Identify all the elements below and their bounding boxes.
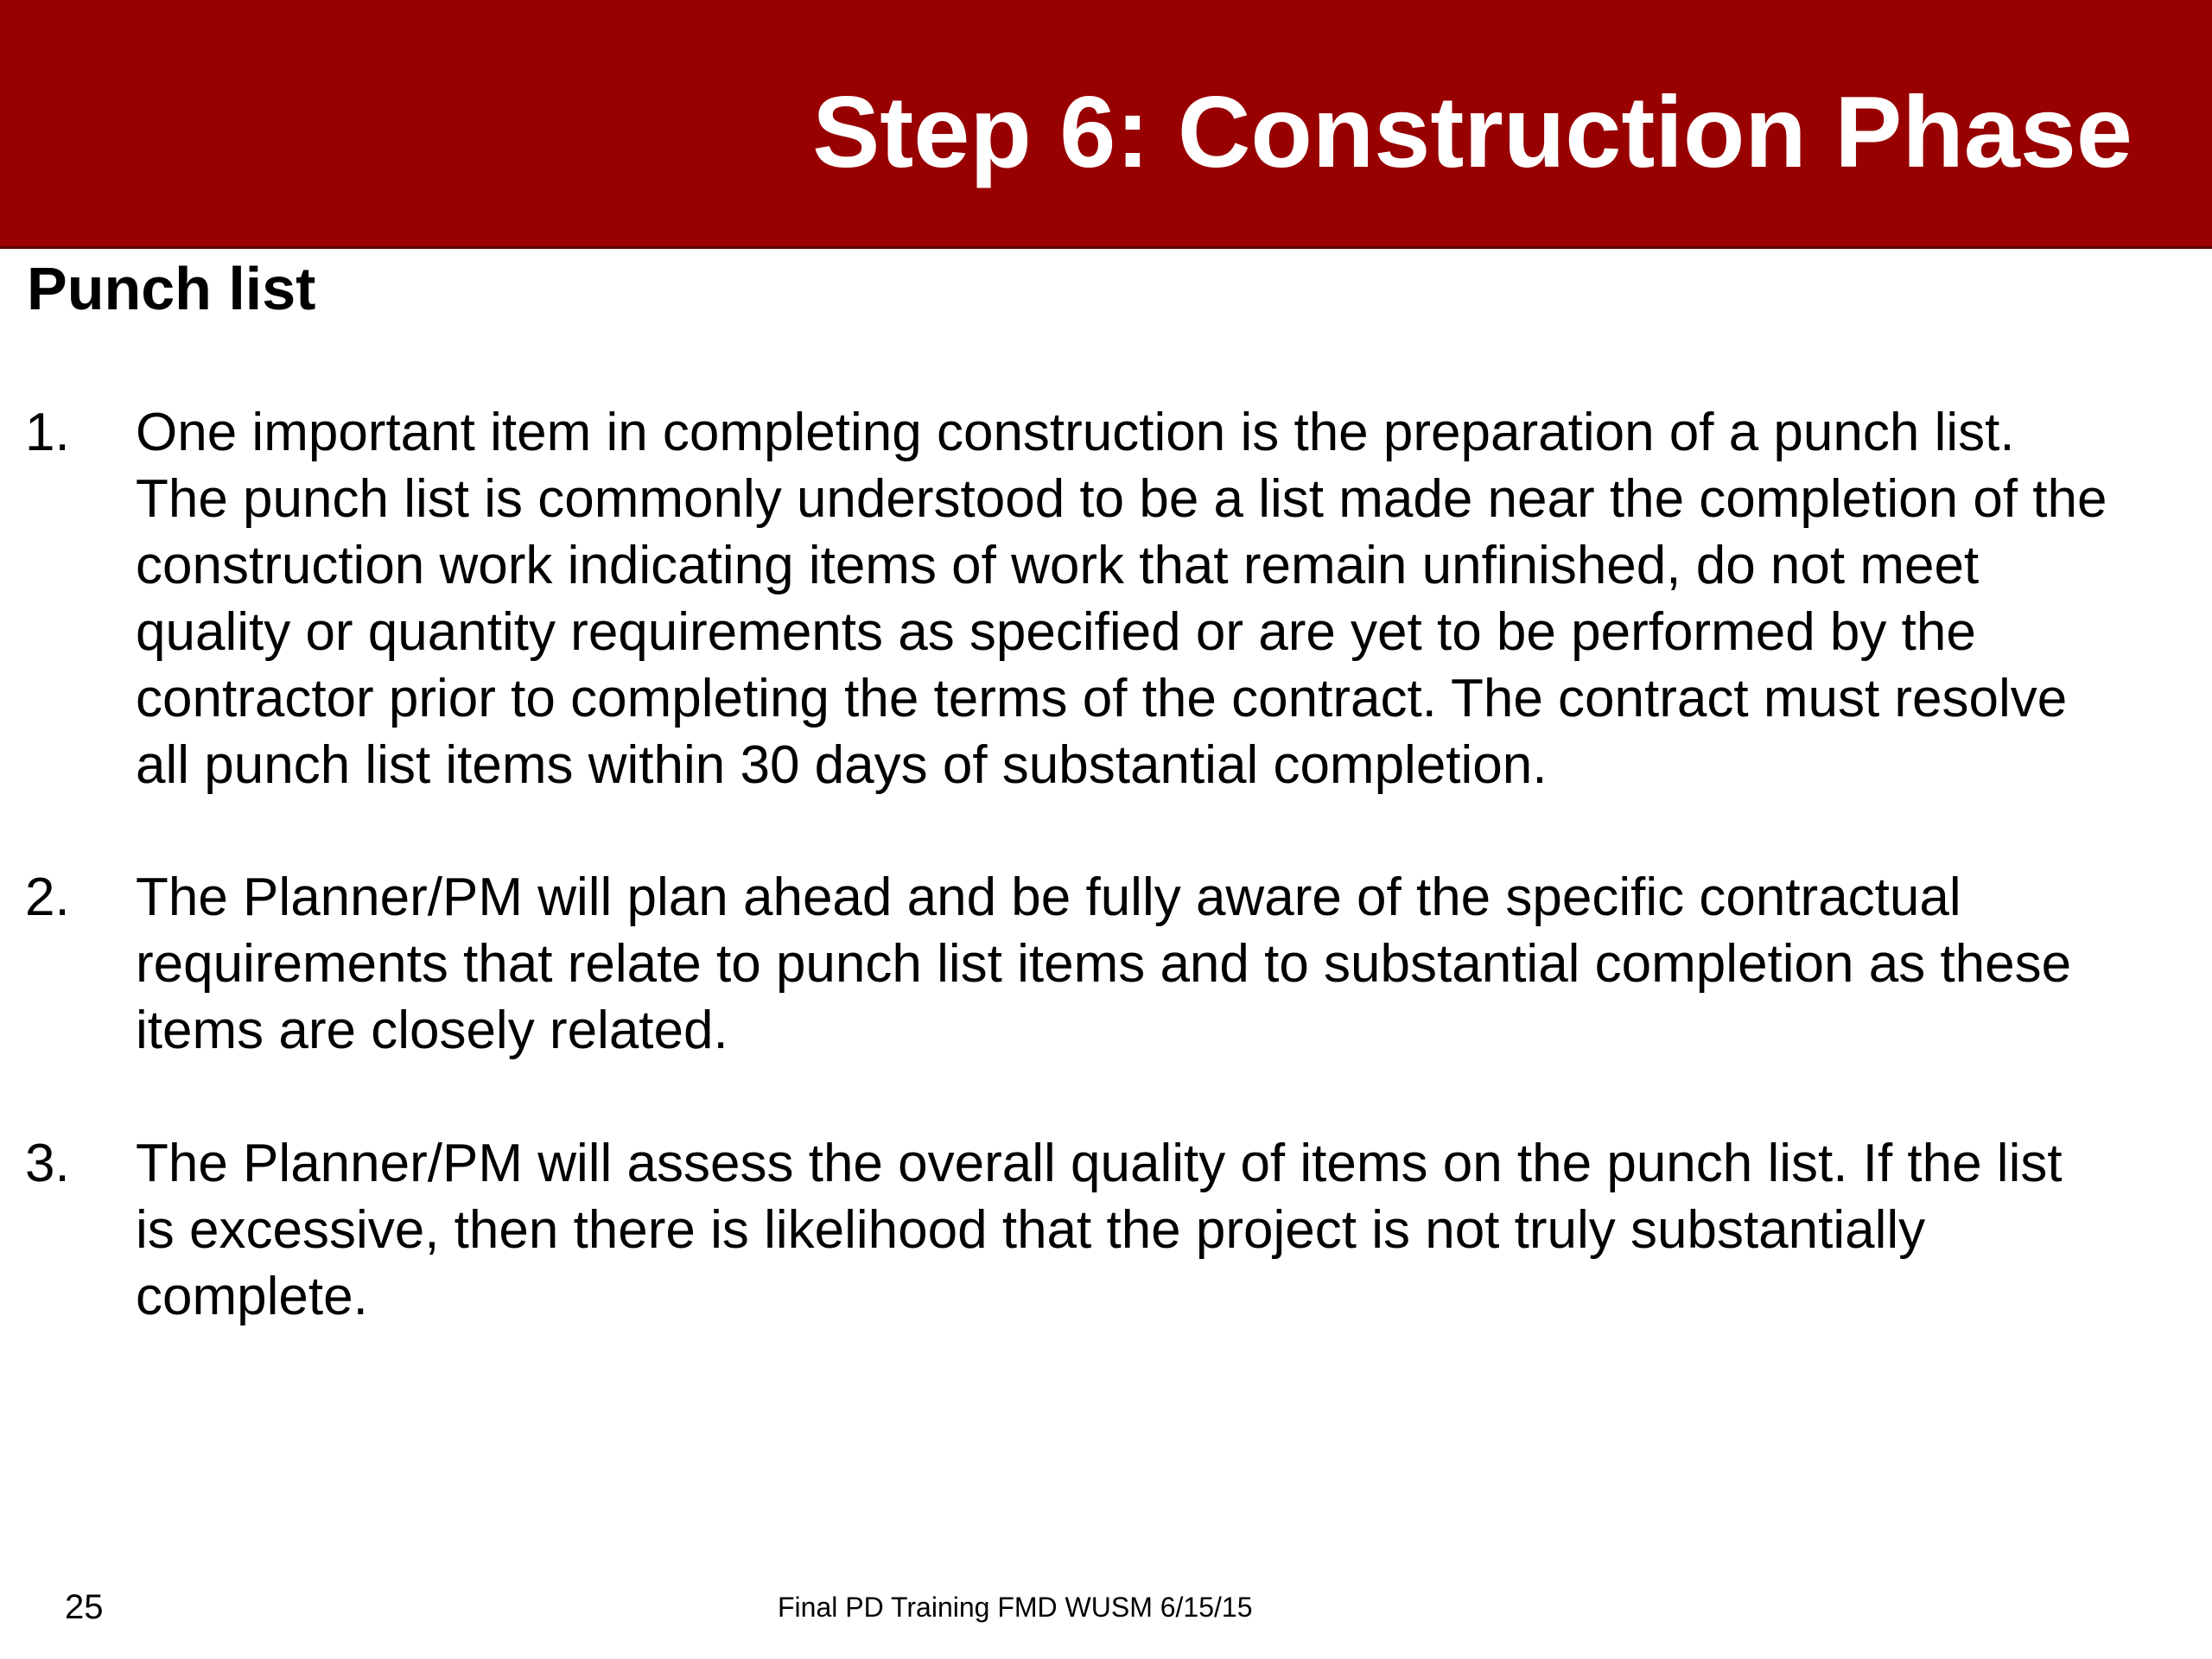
list-item-number: 1. <box>25 403 70 462</box>
slide-title: Step 6: Construction Phase <box>812 75 2133 188</box>
list-item-number: 3. <box>25 1134 70 1193</box>
list-item-text: The Planner/PM will assess the overall quality of items on the punch list. If the list is excessive, then there is likelihood that the project is not truly substantially complete. <box>136 1134 2063 1326</box>
list-item-text: One important item in completing construction is the preparation of a punch list. The punch list is commonly understood to be a list made near the completion of the construction work indicating items of work that remain unfinished, do not meet quality or quantity requirements as specified or are yet to be performed by the contractor prior to completing the terms of the contract. The contract must resolve all punch list items within 30 days of substantial completion. <box>136 403 2107 795</box>
page-number: 25 <box>65 1588 104 1626</box>
footer-text: Final PD Training FMD WUSM 6/15/15 <box>778 1592 1253 1623</box>
list-item-text: The Planner/PM will plan ahead and be fully aware of the specific contractual requirements that relate to punch list items and to substantial completion as these items are closely related. <box>136 868 2072 1060</box>
list-item-number: 2. <box>25 868 70 927</box>
title-bar <box>0 0 2212 249</box>
section-heading: Punch list <box>27 255 316 322</box>
